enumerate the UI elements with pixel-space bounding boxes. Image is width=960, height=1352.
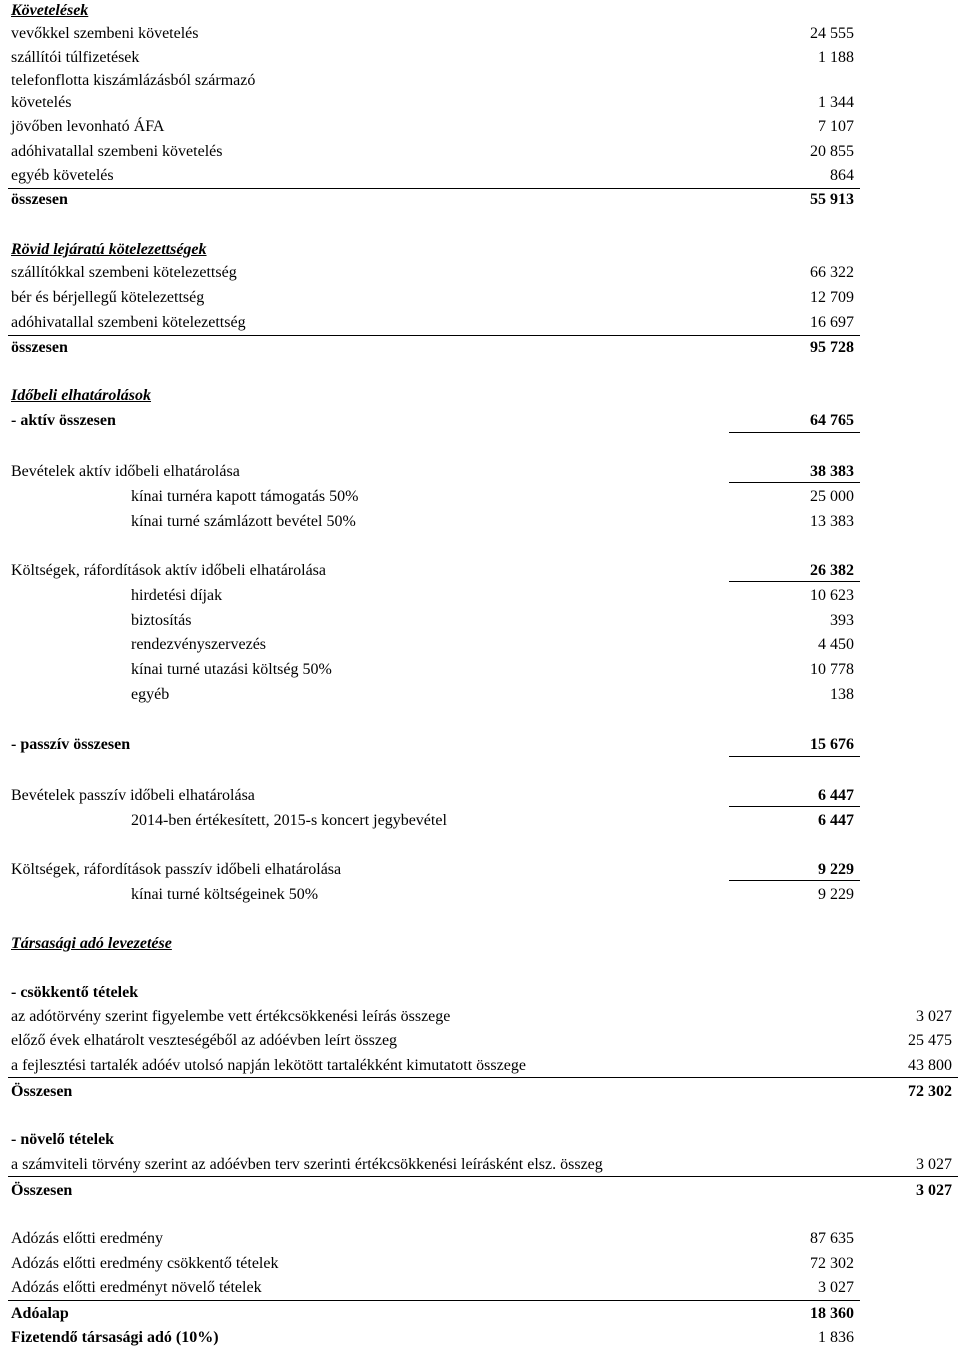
underline [729, 482, 860, 483]
increasing-heading-row [0, 1129, 960, 1151]
decreasing-total-row [0, 1081, 960, 1103]
active-revenue-value: 38 383 [810, 463, 854, 480]
list-item [0, 1055, 960, 1077]
list-item [0, 312, 960, 334]
liabilities-heading-row [0, 239, 960, 261]
accruals-heading-row [0, 385, 960, 407]
decreasing-heading: - csökkentő tételek [11, 984, 139, 1001]
item-label: követelés [11, 94, 72, 111]
item-value: 10 778 [810, 661, 854, 678]
passive-revenue-label: Bevételek passzív időbeli elhatárolása [11, 787, 255, 804]
active-costs-row [0, 560, 960, 582]
list-item [0, 884, 960, 906]
item-value: 3 027 [818, 1279, 854, 1296]
underline [729, 756, 860, 757]
item-label: Adózás előtti eredmény csökkentő tételek [11, 1255, 279, 1272]
item-value: 3 027 [916, 1008, 952, 1025]
total-value: 55 913 [810, 191, 854, 208]
active-total-value: 64 765 [810, 412, 854, 429]
list-item [0, 610, 960, 632]
list-item [0, 585, 960, 607]
tax-payable-value: 1 836 [818, 1329, 854, 1346]
accruals-heading: Időbeli elhatárolások [11, 387, 152, 404]
item-value: 12 709 [810, 289, 854, 306]
active-total-label: - aktív összesen [11, 412, 116, 429]
underline [729, 806, 860, 807]
item-value: 10 623 [810, 587, 854, 604]
total-value: 95 728 [810, 339, 854, 356]
item-value: 7 107 [818, 118, 854, 135]
total-value: 72 302 [908, 1083, 952, 1100]
item-label: biztosítás [131, 612, 192, 629]
increasing-heading: - növelő tételek [11, 1131, 115, 1148]
increasing-total-row [0, 1180, 960, 1202]
list-item [0, 659, 960, 681]
item-value: 72 302 [810, 1255, 854, 1272]
list-item [0, 116, 960, 138]
item-value: 9 229 [818, 886, 854, 903]
item-value: 66 322 [810, 264, 854, 281]
item-label: kínai turné számlázott bevétel 50% [131, 513, 356, 530]
total-label: Összesen [11, 1182, 73, 1199]
total-label: Összesen [11, 1083, 73, 1100]
item-value: 16 697 [810, 314, 854, 331]
receivables-total-row [0, 189, 960, 211]
corporate-tax-heading: Társasági adó levezetése [11, 935, 172, 952]
list-item [0, 1030, 960, 1052]
item-label: kínai turnéra kapott támogatás 50% [131, 488, 359, 505]
item-label: 2014-ben értékesített, 2015-s koncert jegybevétel [131, 812, 447, 829]
underline [729, 432, 860, 433]
item-value: 24 555 [810, 25, 854, 42]
passive-revenue-row [0, 785, 960, 807]
item-value: 25 000 [810, 488, 854, 505]
item-value: 1 188 [818, 49, 854, 66]
item-value: 138 [830, 686, 854, 703]
item-value: 393 [830, 612, 854, 629]
tax-payable-row [0, 1327, 960, 1349]
passive-revenue-value: 6 447 [818, 787, 854, 804]
list-item [0, 810, 960, 832]
list-item [0, 262, 960, 284]
list-item [0, 1006, 960, 1028]
list-item [0, 684, 960, 706]
decreasing-heading-row [0, 982, 960, 1004]
item-value: 20 855 [810, 143, 854, 160]
corporate-tax-heading-row [0, 933, 960, 955]
item-value: 6 447 [818, 812, 854, 829]
item-label: egyéb követelés [11, 167, 114, 184]
divider [8, 1300, 860, 1301]
item-label: adóhivatallal szembeni követelés [11, 143, 223, 160]
item-label: jövőben levonható ÁFA [11, 118, 165, 135]
item-label: adóhivatallal szembeni kötelezettség [11, 314, 246, 331]
list-item [0, 165, 960, 187]
item-label: vevőkkel szembeni követelés [11, 25, 199, 42]
list-item [0, 23, 960, 45]
active-costs-value: 26 382 [810, 562, 854, 579]
list-item [0, 70, 960, 92]
item-value: 4 450 [818, 636, 854, 653]
passive-costs-row [0, 859, 960, 881]
item-label: szállítókkal szembeni kötelezettség [11, 264, 237, 281]
active-costs-label: Költségek, ráfordítások aktív időbeli elhatárolása [11, 562, 327, 579]
tax-base-value: 18 360 [810, 1305, 854, 1322]
underline [729, 581, 860, 582]
item-label: az adótörvény szerint figyelembe vett értékcsökkenési leírás összege [11, 1008, 451, 1025]
list-item [0, 1228, 960, 1250]
list-item [0, 1277, 960, 1299]
list-item [0, 511, 960, 533]
divider [8, 1077, 958, 1078]
item-value: 3 027 [916, 1156, 952, 1173]
passive-total-value: 15 676 [810, 736, 854, 753]
list-item [0, 287, 960, 309]
list-item [0, 1154, 960, 1176]
item-label: Adózás előtti eredmény [11, 1230, 163, 1247]
item-label: hirdetési díjak [131, 587, 223, 604]
total-value: 3 027 [916, 1182, 952, 1199]
underline [729, 880, 860, 881]
divider [8, 1176, 958, 1177]
item-value: 13 383 [810, 513, 854, 530]
item-value: 25 475 [908, 1032, 952, 1049]
active-revenue-row [0, 461, 960, 483]
item-label: Adózás előtti eredményt növelő tételek [11, 1279, 262, 1296]
item-label: kínai turné költségeinek 50% [131, 886, 319, 903]
item-label: a fejlesztési tartalék adóév utolsó napján lekötött tartalékként kimutatott összege [11, 1057, 526, 1074]
receivables-heading: Követelések [11, 2, 89, 19]
item-label: telefonflotta kiszámlázásból származó [11, 72, 256, 89]
list-item [0, 634, 960, 656]
active-total-row [0, 410, 960, 432]
item-label: szállítói túlfizetések [11, 49, 140, 66]
item-label: előző évek elhatárolt veszteségéből az adóévben leírt összeg [11, 1032, 398, 1049]
active-revenue-label: Bevételek aktív időbeli elhatárolása [11, 463, 240, 480]
item-value: 43 800 [908, 1057, 952, 1074]
passive-total-row [0, 734, 960, 756]
tax-payable-label: Fizetendő társasági adó (10%) [11, 1329, 219, 1346]
receivables-heading-row [0, 0, 960, 22]
item-label: egyéb [131, 686, 170, 703]
list-item [0, 141, 960, 163]
list-item [0, 486, 960, 508]
item-label: bér és bérjellegű kötelezettség [11, 289, 205, 306]
tax-base-row [0, 1303, 960, 1325]
passive-costs-value: 9 229 [818, 861, 854, 878]
item-value: 864 [830, 167, 854, 184]
list-item [0, 92, 960, 114]
divider [8, 335, 860, 336]
list-item [0, 1253, 960, 1275]
item-value: 87 635 [810, 1230, 854, 1247]
total-label: összesen [11, 339, 68, 356]
item-label: rendezvényszervezés [131, 636, 267, 653]
tax-base-label: Adóalap [11, 1305, 69, 1322]
item-value: 1 344 [818, 94, 854, 111]
passive-costs-label: Költségek, ráfordítások passzív időbeli elhatárolása [11, 861, 342, 878]
passive-total-label: - passzív összesen [11, 736, 131, 753]
total-label: összesen [11, 191, 68, 208]
liabilities-heading: Rövid lejáratú kötelezettségek [11, 241, 207, 258]
item-label: a számviteli törvény szerint az adóévben terv szerinti értékcsökkenési leírásként elsz. összeg [11, 1156, 603, 1173]
liabilities-total-row [0, 337, 960, 359]
item-label: kínai turné utazási költség 50% [131, 661, 332, 678]
list-item [0, 47, 960, 69]
